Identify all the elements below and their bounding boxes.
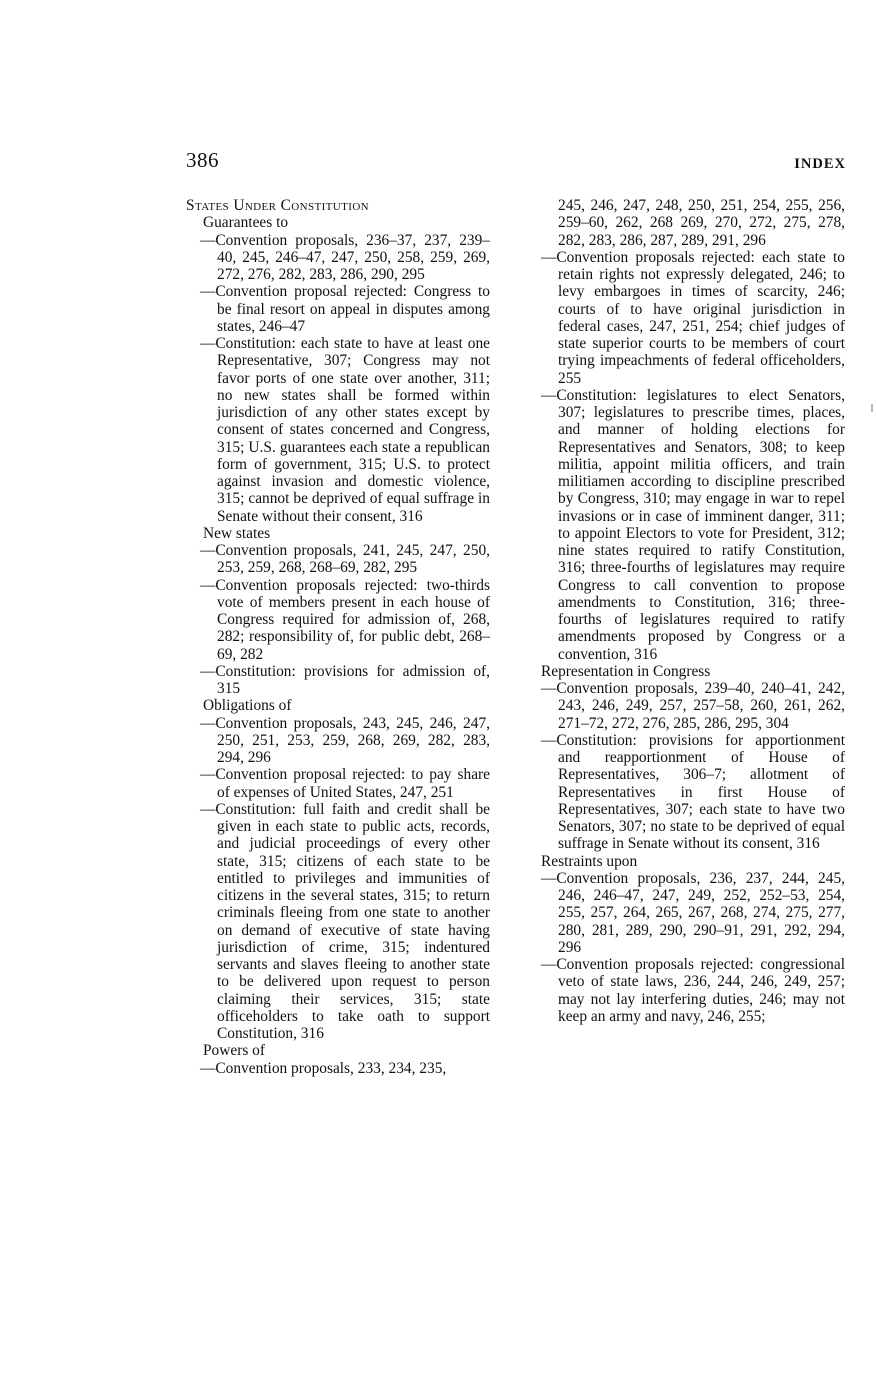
subheading-restraints: Restraints upon (541, 852, 638, 870)
index-entry: —Constitution: each state to have at least one Representative, 307; Congress may not favor ports of one state over another, 311; no new states shall be formed within jurisdiction of any other states except by consent of states concerned and Congress, 315; U.S. guarantees each state a republican form of government, 315; U.S. to protect against invasion and domestic violence, 315; cannot be deprived of equal suffrage in Senate without their consent, 316 (200, 335, 490, 525)
index-entry: —Convention proposals rejected: congressional veto of state laws, 236, 244, 246, 249, 257; may not lay interfering duties, 246; may not keep an army and navy, 246, 255; (541, 956, 845, 1025)
page-number: 386 (186, 148, 219, 172)
index-entry: —Constitution: legislatures to elect Senators, 307; legislatures to prescribe times, places, and manner of holding elections for Representatives and Senators, 308; to keep militia, appoint militia officers, and train militiamen according to discipline prescribed by Congress, 310; may engage in war to repel invasions or in case of imminent danger, 311; to appoint Electors to vote for President, 312; nine states required to ratify Constitution, 316; three-fourths of legislatures may require Congress to call convention to propose amendments to Constitution, 316; three-fourths of legislatures required to ratify amendments proposed by Congress or a convention, 316 (541, 386, 845, 663)
subheading-obligations: Obligations of (203, 697, 292, 715)
index-column-left (186, 197, 490, 1077)
index-entry: —Convention proposals, 236–37, 237, 239–40, 245, 246–47, 247, 250, 258, 259, 269, 272, 276, 282, 283, 286, 290, 295 (200, 231, 490, 283)
index-entry: —Convention proposal rejected: to pay share of expenses of United States, 247, 251 (200, 766, 490, 801)
index-entry: —Convention proposals, 236, 237, 244, 245, 246, 246–47, 247, 249, 252, 252–53, 254, 255, 257, 264, 265, 267, 268, 274, 275, 277, 280, 281, 289, 290, 290–91, 291, 292, 294, 296 (541, 869, 845, 956)
index-entry: —Constitution: provisions for apportionment and reapportionment of House of Representatives, 306–7; allotment of Representatives in first House of Representatives, 307; each state to have two Senators, 307; no state to be deprived of equal suffrage in Senate without its consent, 316 (541, 731, 845, 853)
index-entry: —Convention proposals, 239–40, 240–41, 242, 243, 246, 249, 257, 257–58, 260, 261, 262, 271–72, 272, 276, 285, 286, 295, 304 (541, 680, 845, 732)
index-entry: —Constitution: provisions for admission of, 315 (200, 662, 490, 697)
index-entry: —Convention proposals rejected: each state to retain rights not expressly delegated, 246; to levy embargoes in times of scarcity, 246; courts of to have original jurisdiction in federal cases, 247, 251, 254; chief judges of state superior courts to be members of court trying impeachments of federal officeholders, 255 (541, 248, 845, 387)
index-entry: —Convention proposal rejected: Congress to be final resort on appeal in disputes among states, 246–47 (200, 283, 490, 335)
index-entry: —Constitution: full faith and credit shall be given in each state to public acts, records, and judicial proceedings of every other state, 315; citizens of each state to be entitled to privileges and immunities of citizens in the several states, 315; to return criminals fleeing from one state to another on demand of executive of state having jurisdiction of crime, 315; indentured servants and slaves fleeing to another state to be delivered upon request to person claiming their services, 315; state officeholders to take oath to support Constitution, 316 (200, 800, 490, 1042)
index-entry: —Convention proposals, 233, 234, 235, (200, 1059, 447, 1077)
subheading-powers: Powers of (203, 1042, 265, 1060)
subheading-guarantees: Guarantees to (203, 214, 289, 232)
scan-mark (871, 404, 873, 412)
subheading-representation: Representation in Congress (541, 662, 711, 680)
index-entry: —Convention proposals rejected: two-thirds vote of members present in each house of Congress required for admission of, 268, 282; responsibility of, for public debt, 268–69, 282 (200, 576, 490, 663)
index-entry-continued: 245, 246, 247, 248, 250, 251, 254, 255, 256, 259–60, 262, 268 269, 270, 272, 275, 278, 282, 283, 286, 287, 289, 291, 296 (558, 197, 845, 249)
index-column-right (541, 197, 845, 1025)
index-entry: —Convention proposals, 243, 245, 246, 247, 250, 251, 253, 259, 268, 269, 282, 283, 294, 296 (200, 714, 490, 766)
index-entry: —Convention proposals, 241, 245, 247, 250, 253, 259, 268, 268–69, 282, 295 (200, 542, 490, 577)
subheading-new-states: New states (203, 524, 271, 542)
index-heading: States Under Constitution (186, 197, 370, 214)
running-head: INDEX (794, 156, 846, 172)
